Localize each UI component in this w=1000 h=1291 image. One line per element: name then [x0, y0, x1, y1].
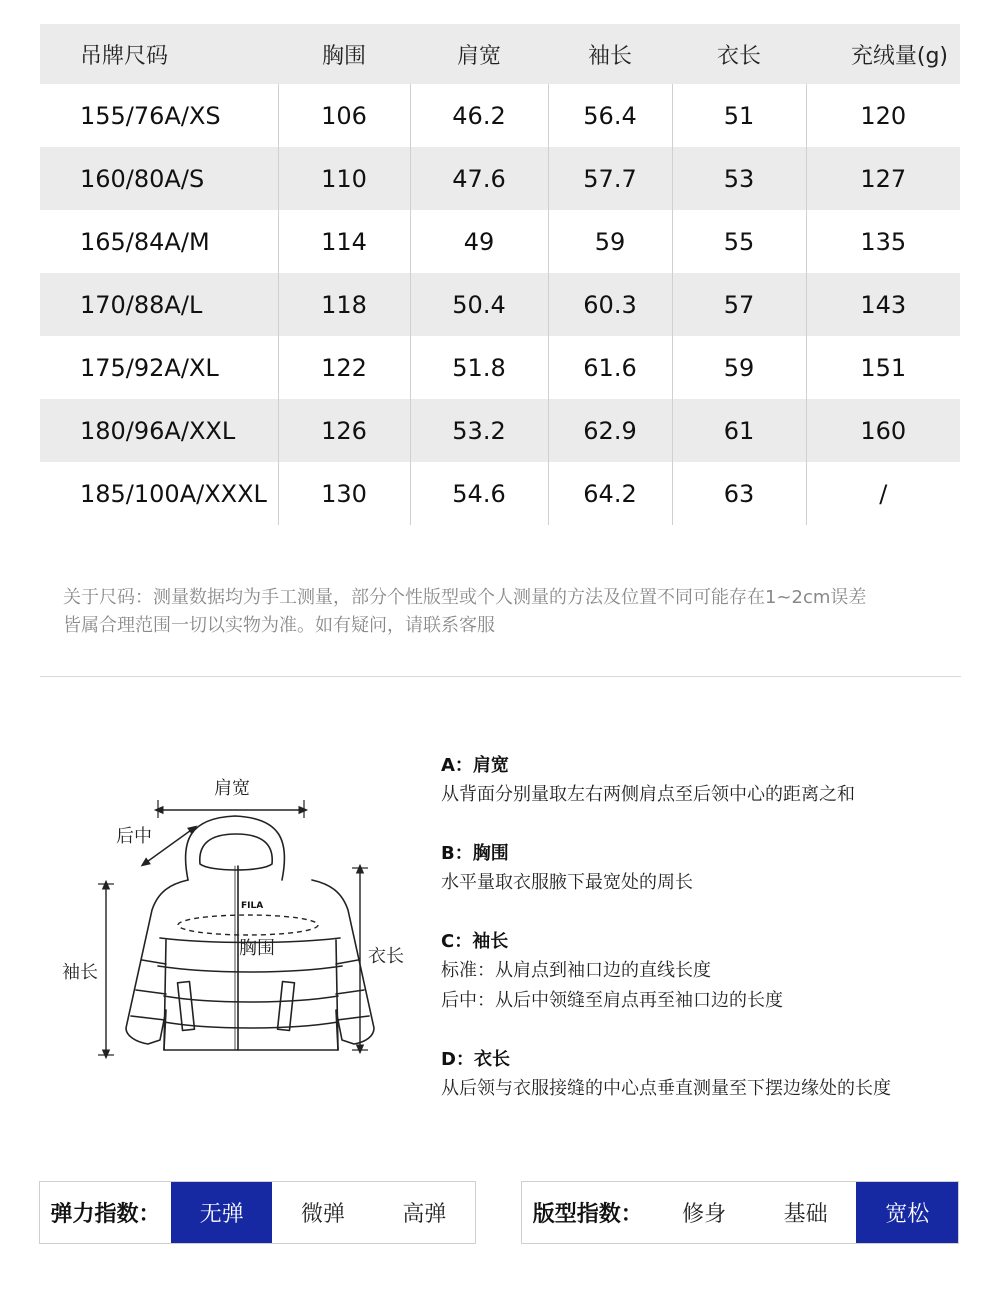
definition-text: 从背面分别量取左右两侧肩点至后领中心的距离之和 — [441, 784, 855, 805]
cell-length: 63 — [672, 462, 806, 525]
cell-sleeve: 56.4 — [548, 84, 672, 147]
definition-title: C：袖长 — [441, 931, 509, 952]
definition-text: 水平量取衣服腋下最宽处的周长 — [441, 872, 693, 893]
cell-chest: 114 — [278, 210, 410, 273]
table-row — [40, 147, 960, 210]
section-divider — [40, 676, 961, 677]
cell-shoulder: 53.2 — [410, 399, 548, 462]
cell-length: 51 — [672, 84, 806, 147]
cell-length: 57 — [672, 273, 806, 336]
cell-fill-weight: 151 — [806, 336, 960, 399]
definition-text: 后中：从后中领缝至肩点再至袖口边的长度 — [441, 990, 783, 1011]
cell-fill-weight: 143 — [806, 273, 960, 336]
elastic-option-none: 无弹 — [171, 1182, 272, 1243]
column-header-fill-weight: 充绒量(g) — [850, 43, 948, 69]
definition-shoulder — [441, 752, 981, 810]
elastic-option-slight: 微弹 — [301, 1202, 346, 1227]
fit-option-slim: 修身 — [682, 1202, 727, 1227]
cell-tag-size: 155/76A/XS — [80, 101, 221, 130]
definition-title: A：肩宽 — [441, 755, 509, 776]
cell-length: 53 — [672, 147, 806, 210]
chest-label: 胸围 — [239, 938, 275, 959]
cell-chest: 118 — [278, 273, 410, 336]
table-row — [40, 84, 960, 147]
measurement-figure — [40, 760, 430, 1080]
column-header-shoulder: 肩宽 — [456, 43, 501, 69]
column-header-sleeve: 袖长 — [587, 43, 632, 69]
table-row — [40, 273, 960, 336]
definition-text: 标准：从肩点到袖口边的直线长度 — [441, 960, 711, 981]
cell-sleeve: 59 — [548, 210, 672, 273]
cell-sleeve: 64.2 — [548, 462, 672, 525]
cell-fill-weight: 120 — [806, 84, 960, 147]
cell-shoulder: 49 — [410, 210, 548, 273]
definition-title: D：衣长 — [441, 1049, 510, 1070]
brand-logo: FILA — [241, 901, 264, 911]
cell-fill-weight: 127 — [806, 147, 960, 210]
cell-fill-weight: 135 — [806, 210, 960, 273]
cell-tag-size: 165/84A/M — [80, 227, 210, 256]
cell-tag-size: 170/88A/L — [80, 290, 203, 319]
column-header-chest: 胸围 — [321, 43, 366, 69]
elastic-index — [39, 1181, 476, 1244]
table-row — [40, 210, 960, 273]
column-header-tag-size: 吊牌尺码 — [80, 43, 169, 69]
table-row — [40, 336, 960, 399]
cell-shoulder: 50.4 — [410, 273, 548, 336]
cell-chest: 106 — [278, 84, 410, 147]
cell-sleeve: 60.3 — [548, 273, 672, 336]
cell-length: 55 — [672, 210, 806, 273]
cell-sleeve: 57.7 — [548, 147, 672, 210]
cell-chest: 122 — [278, 336, 410, 399]
size-note-line: 关于尺码：测量数据均为手工测量，部分个性版型或个人测量的方法及位置不同可能存在1~2cm误差 — [63, 587, 867, 608]
cell-shoulder: 47.6 — [410, 147, 548, 210]
definition-sleeve — [441, 928, 981, 1016]
cell-shoulder: 51.8 — [410, 336, 548, 399]
elastic-option-high: 高弹 — [402, 1202, 447, 1227]
cell-length: 61 — [672, 399, 806, 462]
cell-fill-weight: / — [806, 462, 960, 525]
cell-shoulder: 46.2 — [410, 84, 548, 147]
cell-chest: 130 — [278, 462, 410, 525]
fit-option-loose: 宽松 — [856, 1182, 958, 1243]
cell-sleeve: 61.6 — [548, 336, 672, 399]
table-row — [40, 399, 960, 462]
cell-fill-weight: 160 — [806, 399, 960, 462]
measurement-definitions — [441, 752, 981, 1134]
cell-tag-size: 180/96A/XXL — [80, 416, 236, 445]
definition-title: B：胸围 — [441, 843, 509, 864]
fit-index-title: 版型指数： — [532, 1202, 643, 1227]
cell-tag-size: 160/80A/S — [80, 164, 205, 193]
fit-option-regular: 基础 — [783, 1202, 828, 1227]
elastic-index-title: 弹力指数： — [50, 1202, 161, 1227]
definition-text: 从后领与衣服接缝的中心点垂直测量至下摆边缘处的长度 — [441, 1078, 891, 1099]
cell-tag-size: 175/92A/XL — [80, 353, 219, 382]
table-row — [40, 462, 960, 525]
cell-length: 59 — [672, 336, 806, 399]
table-header-row — [40, 24, 960, 84]
cell-chest: 110 — [278, 147, 410, 210]
size-note-line: 皆属合理范围一切以实物为准。如有疑问，请联系客服 — [63, 615, 495, 636]
length-label: 衣长 — [368, 946, 404, 967]
definition-chest — [441, 840, 981, 898]
size-note — [63, 584, 963, 640]
shoulder-label: 肩宽 — [214, 778, 250, 799]
back-center-label: 后中 — [116, 826, 152, 847]
column-header-length: 衣长 — [716, 43, 761, 69]
cell-tag-size: 185/100A/XXXL — [80, 479, 267, 508]
jacket-illustration — [40, 760, 430, 1080]
sleeve-label: 袖长 — [62, 962, 98, 983]
size-table — [40, 24, 960, 525]
cell-sleeve: 62.9 — [548, 399, 672, 462]
cell-shoulder: 54.6 — [410, 462, 548, 525]
cell-chest: 126 — [278, 399, 410, 462]
definition-length — [441, 1046, 981, 1104]
fit-index — [521, 1181, 959, 1244]
